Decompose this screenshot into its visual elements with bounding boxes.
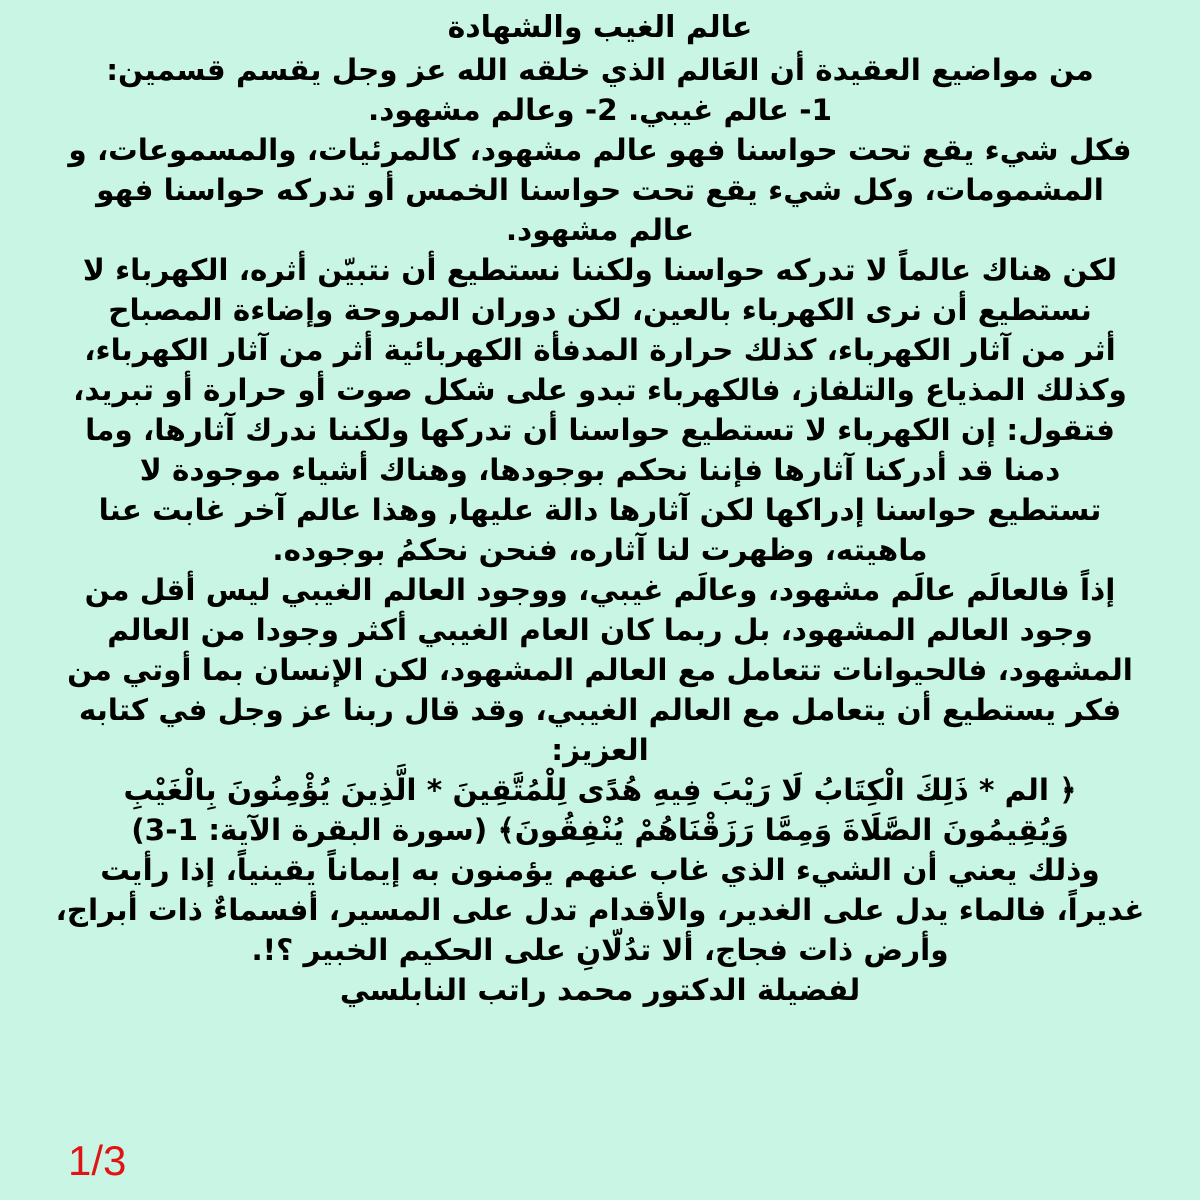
page-title: عالم الغيب والشهادة <box>447 10 753 45</box>
text-line: ماهيته، وظهرت لنا آثاره، فنحن نحكمُ بوجوده. <box>272 533 928 567</box>
text-line: فكل شيء يقع تحت حواسنا فهو عالم مشهود، كالمرئيات، والمسموعات، و <box>68 133 1132 167</box>
author-credit: لفضيلة الدكتور محمد راتب النابلسي <box>339 973 861 1007</box>
text-line: المشهود، فالحيوانات تتعامل مع العالم المشهود، لكن الإنسان بما أوتي من <box>67 653 1133 687</box>
text-line: دمنا قد أدركنا آثارها فإننا نحكم بوجودها، وهناك أشياء موجودة لا <box>139 453 1061 487</box>
quran-verse-line: ﴿ الم * ذَلِكَ الْكِتَابُ لَا رَيْبَ فِيهِ هُدًى لِلْمُتَّقِينَ * الَّذِينَ يُؤْمِنُونَ بِالْغَيْبِ <box>123 773 1077 807</box>
text-line: المشمومات، وكل شيء يقع تحت حواسنا الخمس أو تدركه حواسنا فهو <box>96 173 1104 207</box>
quran-verse-line: وَيُقِيمُونَ الصَّلَاةَ وَمِمَّا رَزَقْنَاهُمْ يُنْفِقُونَ﴾ (سورة البقرة الآية: 1-3) <box>131 813 1069 847</box>
text-line: من مواضيع العقيدة أن العَالم الذي خلقه الله عز وجل يقسم قسمين: <box>106 53 1094 87</box>
text-line: إذاً فالعالَم عالَم مشهود، وعالَم غيبي، ووجود العالم الغيبي ليس أقل من <box>84 573 1116 607</box>
article-body <box>26 50 1174 1010</box>
text-line: وجود العالم المشهود، بل ربما كان العام الغيبي أكثر وجودا من العالم <box>107 613 1093 647</box>
text-line: نستطيع أن نرى الكهرباء بالعين، لكن دوران المروحة وإضاءة المصباح <box>108 293 1092 327</box>
text-line: أثر من آثار الكهرباء، كذلك حرارة المدفأة الكهربائية أثر من آثار الكهرباء، <box>84 333 1116 367</box>
page-number: 1/3 <box>68 1137 127 1184</box>
text-line: تستطيع حواسنا إدراكها لكن آثارها دالة عليها, وهذا عالم آخر غابت عنا <box>98 493 1102 527</box>
text-line: غديراً، فالماء يدل على الغدير، والأقدام تدل على المسير، أفسماءٌ ذات أبراج، <box>55 893 1145 927</box>
text-line: فتقول: إن الكهرباء لا تستطيع حواسنا أن تدركها ولكننا ندرك آثارها، وما <box>85 413 1115 447</box>
text-line: وكذلك المذياع والتلفاز، فالكهرباء تبدو على شكل صوت أو حرارة أو تبريد، <box>73 373 1127 407</box>
text-line: 1- عالم غيبي. 2- وعالم مشهود. <box>367 93 832 127</box>
text-line: فكر يستطيع أن يتعامل مع العالم الغيبي، وقد قال ربنا عز وجل في كتابه <box>78 693 1122 727</box>
text-line: وذلك يعني أن الشيء الذي غاب عنهم يؤمنون به إيماناً يقينياً، إذا رأيت <box>100 853 1100 887</box>
text-line: لكن هناك عالماً لا تدركه حواسنا ولكننا نستطيع أن نتبيّن أثره، الكهرباء لا <box>82 253 1118 287</box>
text-line: العزيز: <box>551 733 649 767</box>
text-line: وأرض ذات فجاج، ألا تدُلّانِ على الحكيم الخبير ؟!. <box>251 933 949 967</box>
text-line: عالم مشهود. <box>505 213 695 247</box>
